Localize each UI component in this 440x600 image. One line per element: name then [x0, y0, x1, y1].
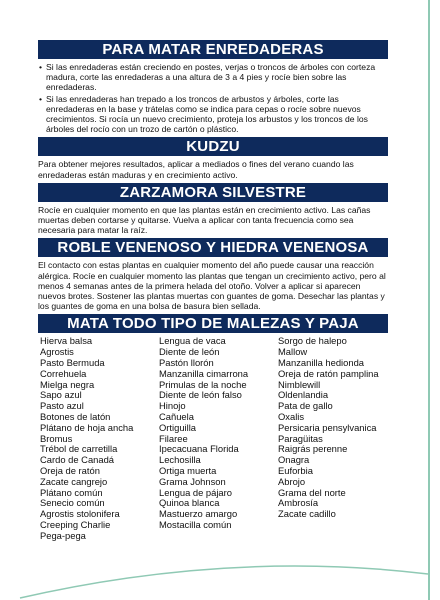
weed-item: Diente de león	[159, 346, 220, 358]
weed-item: Oxalis	[278, 411, 305, 423]
section-title-blackberry: ZARZAMORA SILVESTRE	[38, 183, 388, 202]
weed-item: Mallow	[278, 346, 308, 358]
weed-item: Euforbia	[278, 465, 313, 477]
weed-item: Oldenlandia	[278, 389, 329, 401]
weed-item: Filaree	[159, 432, 188, 444]
weed-item: Botones de latón	[40, 411, 111, 423]
vines-bullet-2: • Si las enredaderas han trepado a los troncos de arbustos y árboles, corte las enredaderas en la base y trátelas como se indica para cepas o rocíe sobre nuevos crecimientos. Si rocía un nuevo crecimiento, proteja los arbustos y los troncos de los árboles del rocío con un trozo de cartón o plástico.	[46, 94, 388, 135]
weed-item: Pasto Bermuda	[40, 357, 105, 369]
weed-item: Pega-pega	[40, 529, 86, 541]
weed-column-3	[278, 336, 388, 541]
weed-item: Lengua de vaca	[159, 335, 226, 347]
weed-list	[38, 336, 388, 541]
weed-item: Zacate cangrejo	[40, 475, 108, 487]
weed-item: Ortiguilla	[159, 421, 196, 433]
weed-item: Oreja de ratón pamplina	[278, 367, 379, 379]
weed-item: Sorgo de halepo	[278, 335, 347, 347]
weed-item: Senecio común	[40, 497, 105, 509]
weed-item: Grama Johnson	[159, 475, 226, 487]
kudzu-body: Para obtener mejores resultados, aplicar a mediados o fines del verano cuando las enredaderas están maduras y en crecimiento activo.	[38, 159, 354, 180]
weed-item: Raigrás perenne	[278, 443, 348, 455]
weed-item: Creeping Charlie	[40, 519, 111, 530]
vines-bullet-1: • Si las enredaderas están creciendo en postes, verjas o troncos de árboles con corteza madura, corte las enredaderas a una altura de 3 a 4 pies y rocíe bien sobre las enredaderas.	[46, 62, 388, 93]
poison-body: El contacto con estas plantas en cualquier momento del año puede causar una reacción alérgica. Rocíe en cualquier momento las plantas que tengan un crecimiento activo, pero al menos 4 semanas antes de la primera helada del otoño. Volver a aplicar si aparecen nuevos brotes. Sostener las plantas muertas con guantes de goma. Desechar las plantas y los guantes de goma en una bolsa de basura bien sellada.	[38, 260, 386, 312]
section-title-poison: ROBLE VENENOSO Y HIEDRA VENENOSA	[38, 238, 388, 257]
weed-item: Trébol de carretilla	[40, 443, 118, 455]
weed-item: Manzanilla hedionda	[278, 357, 365, 369]
weed-column-2	[159, 336, 277, 541]
weed-item: Mielga negra	[40, 378, 95, 390]
weed-item: Cardo de Canadá	[40, 454, 115, 466]
weed-item: Abrojo	[278, 475, 306, 487]
weed-item: Pata de gallo	[278, 400, 333, 412]
weed-item: Plátano común	[40, 486, 103, 498]
blackberry-body: Rocíe en cualquier momento en que las plantas están en crecimiento activo. Las cañas muertas deben cortarse y quitarse. Vuelva a aplicar con tanta frecuencia como sea necesaria para matar la raíz.	[38, 204, 371, 236]
weed-item: Quinoa blanca	[159, 497, 220, 509]
weed-item: Ambrosía	[278, 497, 319, 509]
weed-item: Persicaria pensylvanica	[278, 421, 377, 433]
weed-item: Paragüitas	[278, 432, 323, 444]
weed-item: Mostacilla común	[159, 519, 232, 530]
weed-item: Cañuela	[159, 411, 194, 423]
weed-item: Mastuerzo amargo	[159, 508, 238, 520]
weed-item: Agrostis stolonifera	[40, 508, 120, 520]
weed-item: Sapo azul	[40, 389, 82, 401]
weed-item: Lengua de pájaro	[159, 486, 232, 498]
weed-item: Zacate cadillo	[278, 508, 336, 520]
weed-item: Grama del norte	[278, 486, 346, 498]
weed-item: Onagra	[278, 454, 310, 466]
weed-item: Nimblewill	[278, 378, 321, 390]
weed-item: Pasto azul	[40, 400, 84, 412]
weed-item: Bromus	[40, 432, 73, 444]
weed-item: Ipecacuana Florida	[159, 443, 239, 455]
weed-item: Primulas de la noche	[159, 378, 247, 390]
weed-column-1	[40, 336, 158, 541]
weed-item: Agrostis	[40, 346, 74, 358]
section-title-all-weeds: MATA TODO TIPO DE MALEZAS Y PAJA	[38, 314, 388, 333]
weed-item: Lechosilla	[159, 454, 201, 466]
weed-item: Diente de león falso	[159, 389, 242, 401]
weed-item: Hierva balsa	[40, 335, 93, 347]
weed-item: Pastón llorón	[159, 357, 214, 369]
section-title-kudzu: KUDZU	[38, 137, 388, 156]
weed-item: Plátano de hoja ancha	[40, 421, 134, 433]
section-title-vines: PARA MATAR ENREDADERAS	[38, 40, 388, 59]
vines-bullet-list	[38, 62, 388, 134]
weed-item: Correhuela	[40, 367, 87, 379]
weed-item: Manzanilla cimarrona	[159, 367, 249, 379]
label-panel	[38, 40, 388, 542]
weed-item: Ortiga muerta	[159, 465, 217, 477]
weed-item: Oreja de ratón	[40, 465, 100, 477]
weed-item: Hinojo	[159, 400, 186, 412]
